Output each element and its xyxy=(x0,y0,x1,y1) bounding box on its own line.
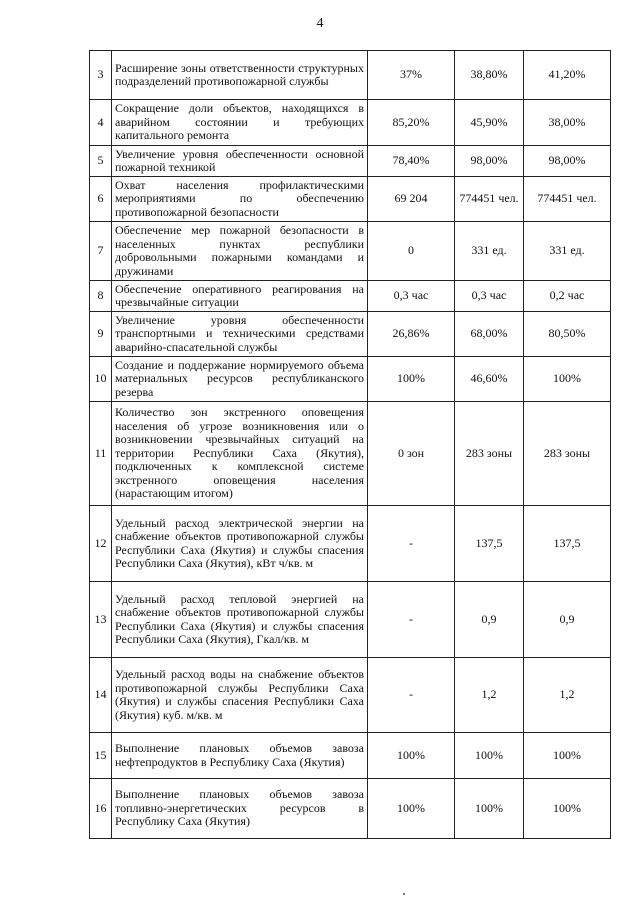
value-3: 100% xyxy=(524,779,611,839)
value-3: 137,5 xyxy=(524,506,611,582)
row-number: 7 xyxy=(90,222,112,281)
scan-speck xyxy=(403,893,405,895)
value-base: 0 xyxy=(368,222,455,281)
indicator-name: Создание и поддержание нормируемого объема материальных ресурсов республиканского резерва xyxy=(112,357,368,402)
value-2: 331 ед. xyxy=(455,222,524,281)
value-base: 100% xyxy=(368,733,455,779)
value-base: 100% xyxy=(368,779,455,839)
table-row xyxy=(90,312,611,357)
page-number: 4 xyxy=(316,16,324,31)
value-base: 100% xyxy=(368,357,455,402)
table-row xyxy=(90,506,611,582)
value-2: 68,00% xyxy=(455,312,524,357)
row-number: 16 xyxy=(90,779,112,839)
indicator-name: Удельный расход воды на снабжение объектов противопожарной службы Республики Саха (Якутия) и службы спасения Республики Саха (Якутия) куб. м/кв. м xyxy=(112,658,368,733)
value-3: 1,2 xyxy=(524,658,611,733)
table-row xyxy=(90,582,611,658)
value-2: 774451 чел. xyxy=(455,177,524,222)
row-number: 12 xyxy=(90,506,112,582)
row-number: 14 xyxy=(90,658,112,733)
value-3: 0,9 xyxy=(524,582,611,658)
value-2: 46,60% xyxy=(455,357,524,402)
value-3: 100% xyxy=(524,357,611,402)
indicator-name: Удельный расход тепловой энергией на снабжение объектов противопожарной службы Республики Саха (Якутия) и службы спасения Республики Саха (Якутия), Гкал/кв. м xyxy=(112,582,368,658)
row-number: 4 xyxy=(90,100,112,146)
value-3: 98,00% xyxy=(524,146,611,177)
value-base: - xyxy=(368,506,455,582)
table-row xyxy=(90,357,611,402)
value-2: 1,2 xyxy=(455,658,524,733)
value-2: 137,5 xyxy=(455,506,524,582)
row-number: 13 xyxy=(90,582,112,658)
value-2: 283 зоны xyxy=(455,402,524,506)
value-3: 774451 чел. xyxy=(524,177,611,222)
value-base: 78,40% xyxy=(368,146,455,177)
value-base: 26,86% xyxy=(368,312,455,357)
table-row xyxy=(90,100,611,146)
table-row xyxy=(90,51,611,100)
value-3: 80,50% xyxy=(524,312,611,357)
indicator-name: Обеспечение оперативного реагирования на чрезвычайные ситуации xyxy=(112,281,368,312)
table-row xyxy=(90,146,611,177)
table-row xyxy=(90,733,611,779)
row-number: 11 xyxy=(90,402,112,506)
indicator-name: Выполнение плановых объемов завоза топливно-энергетических ресурсов в Республику Саха (Якутия) xyxy=(112,779,368,839)
table-row xyxy=(90,658,611,733)
indicators-table xyxy=(89,50,611,839)
value-base: 85,20% xyxy=(368,100,455,146)
value-2: 100% xyxy=(455,733,524,779)
value-base: 69 204 xyxy=(368,177,455,222)
indicator-name: Сокращение доли объектов, находящихся в аварийном состоянии и требующих капитального ремонта xyxy=(112,100,368,146)
table-row xyxy=(90,177,611,222)
table-row xyxy=(90,281,611,312)
row-number: 3 xyxy=(90,51,112,100)
value-3: 41,20% xyxy=(524,51,611,100)
value-3: 283 зоны xyxy=(524,402,611,506)
value-base: - xyxy=(368,582,455,658)
value-2: 0,3 час xyxy=(455,281,524,312)
table-row xyxy=(90,779,611,839)
row-number: 10 xyxy=(90,357,112,402)
row-number: 8 xyxy=(90,281,112,312)
value-3: 0,2 час xyxy=(524,281,611,312)
value-base: 0 зон xyxy=(368,402,455,506)
table-row xyxy=(90,402,611,506)
indicator-name: Охват населения профилактическими мероприятиями по обеспечению противопожарной безопасности xyxy=(112,177,368,222)
row-number: 9 xyxy=(90,312,112,357)
indicator-name: Удельный расход электрической энергии на снабжение объектов противопожарной службы Республики Саха (Якутия) и службы спасения Республики Саха (Якутия), кВт ч/кв. м xyxy=(112,506,368,582)
indicator-name: Увеличение уровня обеспеченности транспортными и техническими средствами аварийно-спасательной службы xyxy=(112,312,368,357)
indicator-name: Выполнение плановых объемов завоза нефтепродуктов в Республику Саха (Якутия) xyxy=(112,733,368,779)
value-2: 0,9 xyxy=(455,582,524,658)
row-number: 5 xyxy=(90,146,112,177)
value-base: - xyxy=(368,658,455,733)
value-2: 45,90% xyxy=(455,100,524,146)
indicator-name: Увеличение уровня обеспеченности основной пожарной техникой xyxy=(112,146,368,177)
row-number: 6 xyxy=(90,177,112,222)
value-3: 331 ед. xyxy=(524,222,611,281)
indicator-name: Обеспечение мер пожарной безопасности в населенных пунктах республики добровольными пожарными командами и дружинами xyxy=(112,222,368,281)
value-base: 37% xyxy=(368,51,455,100)
indicator-name: Количество зон экстренного оповещения населения об угрозе возникновения или о возникновении чрезвычайных ситуаций на территории Республики Саха (Якутия), подключенных к комплексной системе экстренного оповещения населения (нарастающим итогом) xyxy=(112,402,368,506)
indicator-name: Расширение зоны ответственности структурных подразделений противопожарной службы xyxy=(112,51,368,100)
value-2: 100% xyxy=(455,779,524,839)
row-number: 15 xyxy=(90,733,112,779)
value-2: 98,00% xyxy=(455,146,524,177)
value-3: 100% xyxy=(524,733,611,779)
value-2: 38,80% xyxy=(455,51,524,100)
value-base: 0,3 час xyxy=(368,281,455,312)
value-3: 38,00% xyxy=(524,100,611,146)
table-row xyxy=(90,222,611,281)
